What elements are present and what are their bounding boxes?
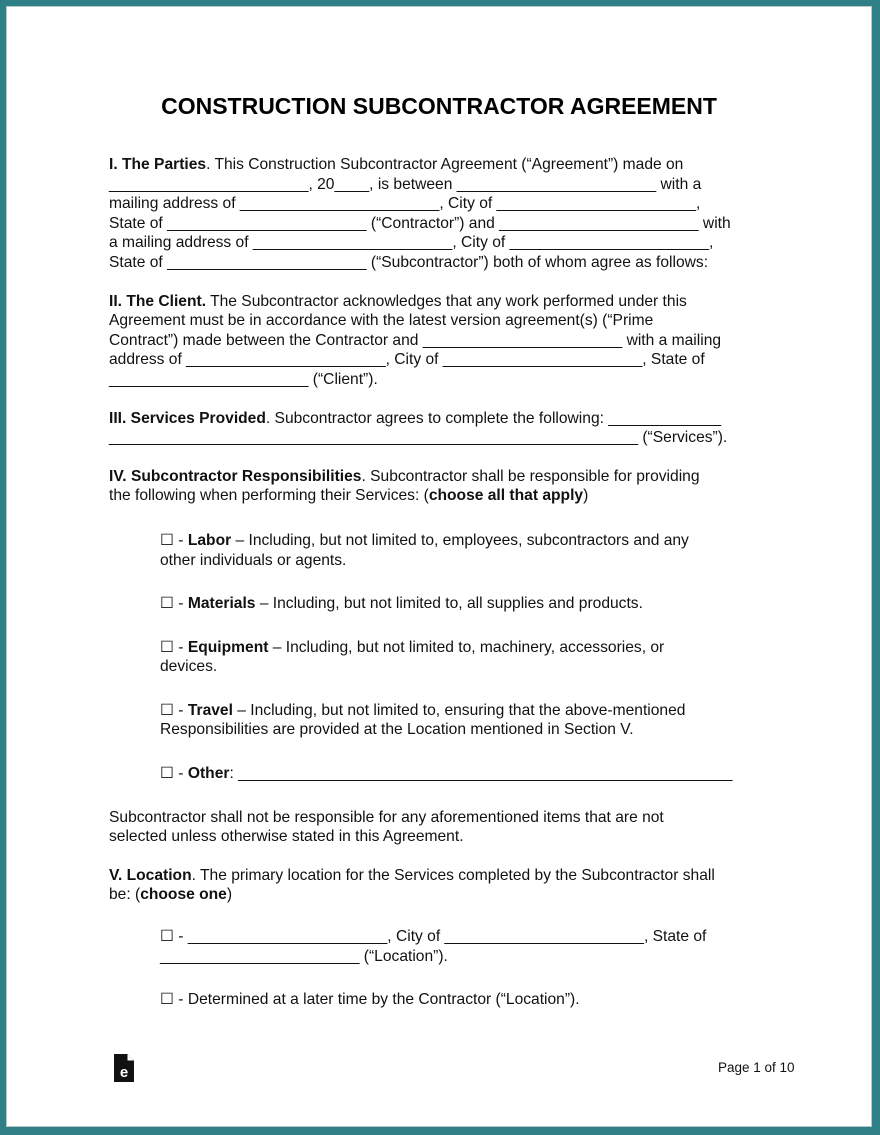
checkbox-icon[interactable]: ☐ - [160,595,188,613]
services-line: . Subcontractor agrees to complete the following: _____________ [265,409,722,427]
checkbox-item-equipment[interactable] [160,638,789,677]
parties-line: a mailing address of _______________________, City of _______________________, [109,234,714,252]
section-services [109,409,789,448]
item-label: Materials [187,595,256,613]
location-option-later[interactable] [160,990,789,1010]
responsibilities-line: ) [583,487,589,505]
item-text: other individuals or agents. [160,551,347,569]
services-heading: III. Services Provided [109,409,266,427]
checkbox-item-materials[interactable] [160,594,789,614]
parties-line: . This Construction Subcontractor Agreement (“Agreement”) made on [206,156,684,173]
services-line: _____________________________________________________________ (“Services”). [109,429,728,447]
logo-letter: e [119,1064,129,1081]
client-line: The Subcontractor acknowledges that any work performed under this [206,292,687,310]
client-line: Agreement must be in accordance with the latest version agreement(s) (“Prime [109,312,654,330]
responsibilities-line: the following when performing their Services: ( [109,487,429,505]
location-option-address[interactable] [160,927,789,966]
parties-line: mailing address of _______________________, City of _______________________, [109,195,701,213]
document-page [6,6,872,1127]
item-text: – Including, but not limited to, employees, subcontractors and any [231,531,689,549]
location-line: . The primary location for the Services completed by the Subcontractor shall [191,866,715,884]
choose-one-label: choose one [140,886,227,904]
location-line: ) [226,886,233,904]
elegal-logo-icon [113,1053,135,1088]
section-responsibilities [109,467,789,506]
checkbox-icon[interactable]: ☐ - [160,531,188,549]
section-location [109,866,789,905]
client-heading: II. The Client. [109,292,207,310]
item-label: Other [187,765,230,783]
item-label: Labor [187,531,232,549]
parties-heading: I. The Parties [109,156,207,173]
responsibilities-heading: IV. Subcontractor Responsibilities [109,467,362,485]
client-line: Contract”) made between the Contractor and _______________________ with a mailing [109,331,722,349]
parties-line: State of _______________________ (“Contractor”) and _______________________ with [109,214,731,232]
other-blank-field[interactable]: : _________________________________________________________ [229,765,733,783]
location-heading: V. Location [109,866,192,884]
responsibilities-note [109,808,789,847]
location-option-line[interactable]: ☐ - _______________________, City of _______________________, State of [160,928,707,946]
checkbox-icon[interactable]: ☐ - [160,638,188,656]
item-label: Equipment [187,638,269,656]
location-option-line: _______________________ (“Location”). [160,947,448,965]
document-title: CONSTRUCTION SUBCONTRACTOR AGREEMENT [161,93,717,119]
checkbox-icon[interactable]: ☐ - [160,701,188,719]
item-text: – Including, but not limited to, all supplies and products. [255,595,643,613]
note-line: Subcontractor shall not be responsible for any aforementioned items that are not [109,808,664,826]
item-text: devices. [160,658,218,676]
checkbox-item-labor[interactable] [160,531,789,570]
client-line: _______________________ (“Client”). [109,370,378,388]
page-number: Page 1 of 10 [718,1060,795,1075]
checkbox-icon[interactable]: ☐ - [160,765,188,783]
location-option-line[interactable]: ☐ - Determined at a later time by the Contractor (“Location”). [160,991,580,1009]
parties-line: _______________________, 20____, is between _______________________ with a [109,175,702,193]
choose-all-label: choose all that apply [428,487,584,505]
note-line: selected unless otherwise stated in this Agreement. [109,828,464,846]
responsibilities-line: . Subcontractor shall be responsible for providing [361,467,700,485]
item-text: – Including, but not limited to, machinery, accessories, or [268,638,665,656]
item-text: – Including, but not limited to, ensuring that the above-mentioned [232,701,686,719]
checkbox-item-travel[interactable] [160,701,789,740]
item-text: Responsibilities are provided at the Location mentioned in Section V. [160,721,634,739]
client-line: address of _______________________, City of _______________________, State of [109,351,705,369]
document-body [109,155,789,1034]
checkbox-item-other[interactable] [160,764,789,784]
parties-line: State of _______________________ (“Subcontractor”) both of whom agree as follows: [109,253,709,271]
location-line: be: ( [109,886,141,904]
item-label: Travel [187,701,233,719]
section-parties [109,155,789,273]
section-client [109,292,789,390]
